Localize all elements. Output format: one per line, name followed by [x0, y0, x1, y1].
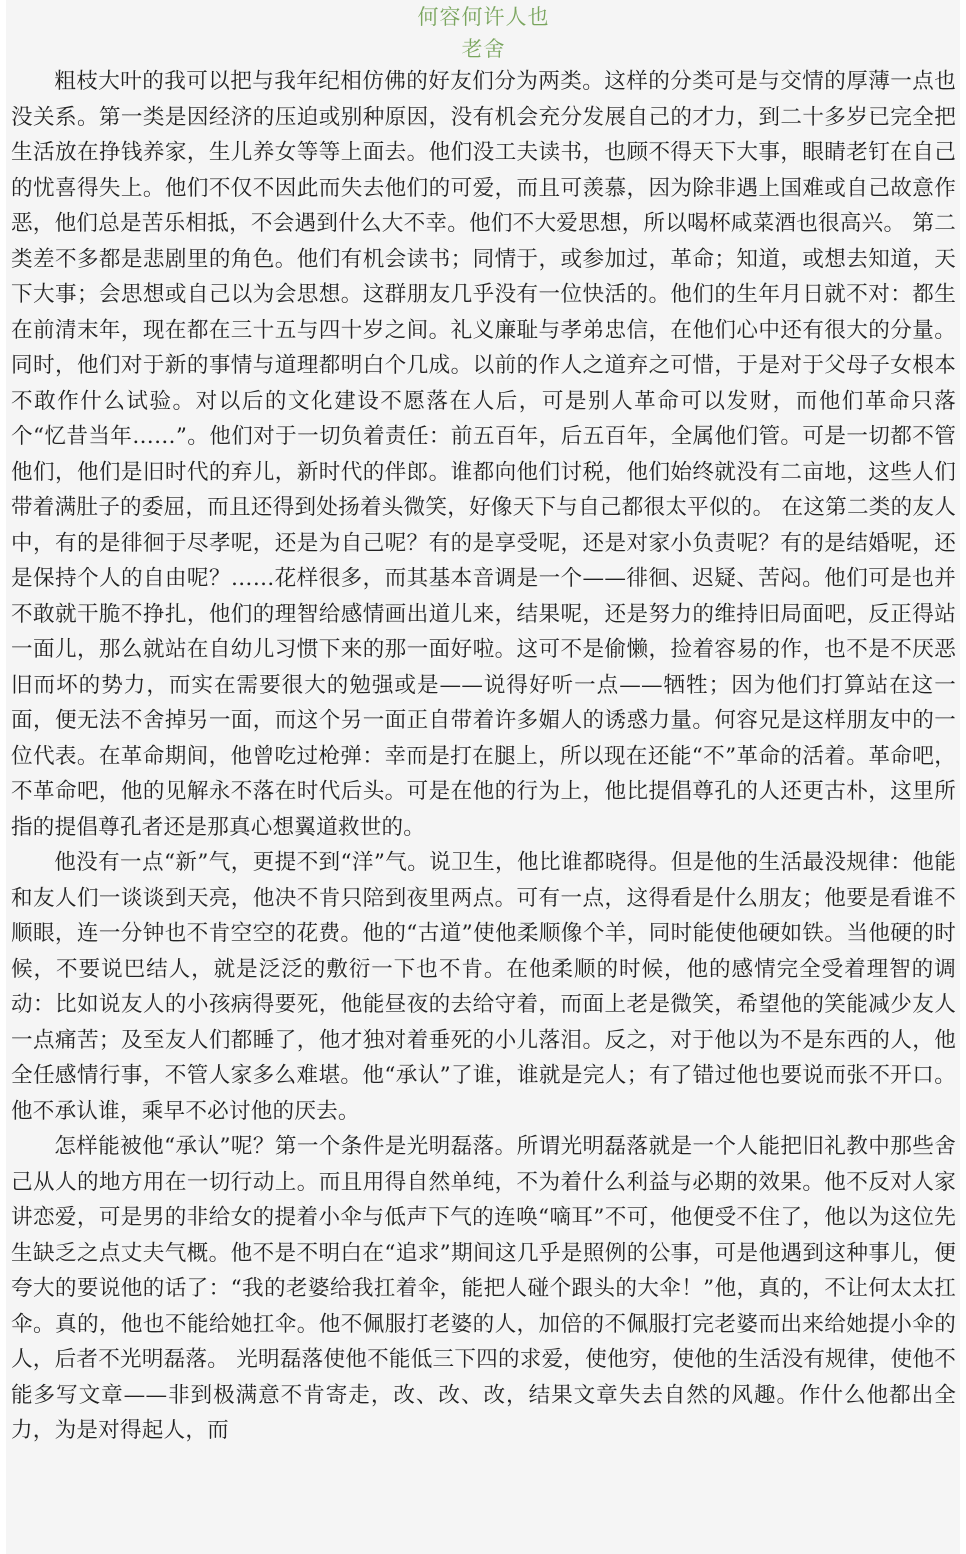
paragraph-1: 粗枝大叶的我可以把与我年纪相仿佛的好友们分为两类。这样的分类可是与交情的厚薄一点也没关系。第一类是因经济的压迫或别种原因，没有机会充分发展自己的才力，到二十多岁已完全把生活放在挣钱养家，生儿养女等等上面去。他们没工夫读书，也顾不得天下大事，眼睛老钉在自己的忧喜得失上。他们不仅不因此而失去他们的可爱，而且可羡慕，因为除非遇上国难或自己故意作恶，他们总是苦乐相抵，不会遇到什么大不幸。他们不大爱思想，所以喝杯咸菜酒也很高兴。 第二类差不多都是悲剧里的角色。他们有机会读书；同情于，或参加过，革命；知道，或想去知道，天下大事；会思想或自己以为会思想。这群朋友几乎没有一位快活的。他们的生年月日就不对：都生在前清末年，现在都在三十五与四十岁之间。礼义廉耻与孝弟忠信，在他们心中还有很大的分量。同时，他们对于新的事情与道理都明白个几成。以前的作人之道弃之可惜，于是对于父母子女根本不敢作什么试验。对以后的文化建设不愿落在人后，可是别人革命可以发财，而他们革命只落个“忆昔当年……”。他们对于一切负着责任：前五百年，后五百年，全属他们管。可是一切都不管他们，他们是旧时代的弃儿，新时代的伴郎。谁都向他们讨税，他们始终就没有二亩地，这些人们带着满肚子的委屈，而且还得到处扬着头微笑，好像天下与自己都很太平似的。 在这第二类的友人中，有的是徘徊于尽孝呢，还是为自己呢？有的是享受呢，还是对家小负责呢？有的是结婚呢，还是保持个人的自由呢？……花样很多，而其基本音调是一个——徘徊、迟疑、苦闷。他们可是也并不敢就干脆不挣扎，他们的理智给感情画出道儿来，结果呢，还是努力的维持旧局面吧，反正得站一面儿，那么就站在自幼儿习惯下来的那一面好啦。这可不是偷懒，捡着容易的作，也不是不厌恶旧而坏的势力，而实在需要很大的勉强或是——说得好听一点——牺牲；因为他们打算站在这一面，便无法不舍掉另一面，而这个另一面正自带着许多媚人的诱惑力量。何容兄是这样朋友中的一位代表。在革命期间，他曾吃过枪弹：幸而是打在腿上，所以现在还能“不”革命的活着。革命吧，不革命吧，他的见解永不落在时代后头。可是在他的行为上，他比提倡尊孔的人还更古朴，这里所指的提倡尊孔者还是那真心想翼道救世的。: [11, 69, 956, 840]
article-page: [6, 0, 960, 1554]
paragraph-3: 怎样能被他“承认”呢？第一个条件是光明磊落。所谓光明磊落就是一个人能把旧礼教中那些舍己从人的地方用在一切行动上。而且用得自然单纯，不为着什么利益与必期的效果。他不反对人家讲恋爱，可是男的非给女的提着小伞与低声下气的连唤“嘀耳”不可，他便受不住了，他以为这位先生缺乏之点丈夫气概。他不是不明白在“追求”期间这几乎是照例的公事，可是他遇到这种事儿，便夸大的要说他的话了：“我的老婆给我扛着伞，能把人碰个跟头的大伞！”他，真的，不让何太太扛伞。真的，他也不能给她扛伞。他不佩服打老婆的人，加倍的不佩服打完老婆而出来给她提小伞的人，后者不光明磊落。 光明磊落使他不能低三下四的求爱，使他穷，使他的生活没有规律，使他不能多写文章——非到极满意不肯寄走，改、改、改，结果文章失去自然的风趣。作什么他都出全力，为是对得起人，而: [11, 1134, 956, 1443]
article-title: 何容何许人也: [417, 5, 550, 29]
article-author: 老舍: [461, 37, 506, 61]
paragraph-2: 他没有一点“新”气，更提不到“洋”气。说卫生，他比谁都晓得。但是他的生活最没规律：他能和友人们一谈谈到天亮，他决不肯只陪到夜里两点。可有一点，这得看是什么朋友；他要是看谁不顺眼，连一分钟也不肯空空的花费。他的“古道”使他柔顺像个羊，同时能使他硬如铁。当他硬的时候，不要说巴结人，就是泛泛的敷衍一下也不肯。在他柔顺的时候，他的感情完全受着理智的调动：比如说友人的小孩病得要死，他能昼夜的去给守着，而面上老是微笑，希望他的笑能减少友人一点痛苦；及至友人们都睡了，他才独对着垂死的小儿落泪。反之，对于他以为不是东西的人，他全任感情行事，不管人家多么难堪。他“承认”了谁，谁就是完人；有了错过他也要说而张不开口。他不承认谁，乘早不必讨他的厌去。: [11, 850, 956, 1124]
